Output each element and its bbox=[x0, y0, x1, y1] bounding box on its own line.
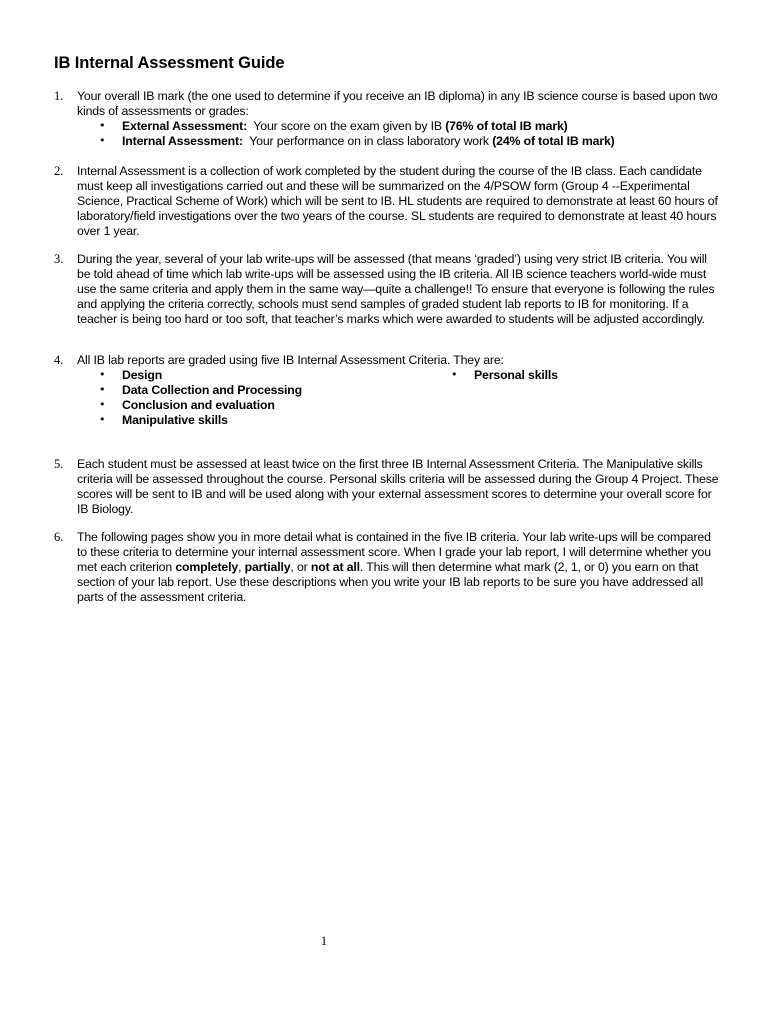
bullet-label: External Assessment: bbox=[122, 118, 248, 133]
criterion-personal-skills: • Personal skills bbox=[451, 367, 558, 382]
criteria-list bbox=[99, 368, 720, 428]
item-text: Your overall IB mark (the one used to determine if you receive an IB diploma) in any IB science course is based upon two kinds of assessments or grades: bbox=[77, 89, 718, 118]
bullet-external-assessment bbox=[99, 119, 720, 134]
item-number: 2. bbox=[54, 164, 64, 178]
criterion-design: • Design bbox=[99, 367, 163, 382]
emphasis-partially: partially bbox=[244, 559, 291, 574]
page-title: IB Internal Assessment Guide bbox=[54, 54, 285, 72]
assessment-bullet-list bbox=[99, 119, 720, 149]
list-item-6 bbox=[54, 530, 720, 605]
bullet-icon: • bbox=[451, 367, 458, 381]
item-text: Internal Assessment is a collection of work completed by the student during the course of the IB class. Each candidate must keep all investigations carried out and these will be summarized on the 4/PSOW form (Group 4 --Experimental Science, Practical Scheme of Work) which will be sent to IB. HL students are required to demonstrate at least 60 hours of laboratory/field investigations over the two years of the course. SL students are required to demonstrate at least 40 hours over 1 year. bbox=[77, 164, 718, 238]
item-text: The following pages show you in more detail what is contained in the five IB criteria. Your lab write-ups will be compared to these criteria to determine your internal assessment score. When I grade your lab report, I will determine whether you met each criterion completely, partially, or not at all. This will then determine what mark (2, 1, or 0) you earn on that section of your lab report. Use these descriptions when you write your IB lab reports to be sure you have addressed all parts of the assessment criteria. bbox=[77, 530, 711, 604]
bullet-icon: • bbox=[99, 382, 106, 396]
bullet-label: Internal Assessment: bbox=[122, 133, 243, 148]
bullet-text: Your score on the exam given by IB bbox=[247, 118, 446, 133]
list-item-4 bbox=[54, 353, 720, 428]
bullet-emphasis: (76% of total IB mark) bbox=[445, 118, 568, 133]
criteria-column-left bbox=[99, 368, 302, 428]
criterion-conclusion: • Conclusion and evaluation bbox=[99, 397, 275, 412]
emphasis-not-at-all: not at all bbox=[310, 559, 360, 574]
criterion-manipulative-skills: • Manipulative skills bbox=[99, 412, 228, 427]
criteria-column-right bbox=[451, 368, 558, 383]
bullet-icon: • bbox=[99, 412, 106, 426]
bullet-icon: • bbox=[99, 133, 106, 147]
emphasis-completely: completely bbox=[175, 559, 239, 574]
item-number: 1. bbox=[54, 89, 64, 103]
item-number: 5. bbox=[54, 457, 64, 471]
item-number: 3. bbox=[54, 252, 64, 266]
bullet-internal-assessment bbox=[99, 134, 720, 149]
list-item-5 bbox=[54, 457, 720, 517]
page-number: 1 bbox=[320, 934, 328, 948]
item-number: 4. bbox=[54, 353, 64, 367]
list-item-1 bbox=[54, 89, 720, 149]
item-number: 6. bbox=[54, 530, 64, 544]
bullet-icon: • bbox=[99, 367, 106, 381]
bullet-icon: • bbox=[99, 397, 106, 411]
item-text: During the year, several of your lab write-ups will be assessed (that means ‘graded’) using very strict IB criteria. You will be told ahead of time which lab write-ups will be assessed using the IB criteria. All IB science teachers world-wide must use the same criteria and apply them in the same way—quite a challenge!! To ensure that everyone is following the rules and applying the criteria correctly, schools must send samples of graded student lab reports to IB for monitoring. If a teacher is being too hard or too soft, that teacher’s marks which were awarded to students will be adjusted accordingly. bbox=[77, 252, 715, 326]
bullet-emphasis: (24% of total IB mark) bbox=[492, 133, 615, 148]
bullet-icon: • bbox=[99, 118, 106, 132]
list-item-3 bbox=[54, 252, 720, 327]
bullet-text: Your performance on in class laboratory work bbox=[242, 133, 493, 148]
item-text: Each student must be assessed at least twice on the first three IB Internal Assessment Criteria. The Manipulative skills criteria will be assessed throughout the course. Personal skills criteria will be assessed during the Group 4 Project. These scores will be sent to IB and will be used along with your external assessment scores to determine your overall score for IB Biology. bbox=[77, 457, 719, 516]
criterion-data-collection: • Data Collection and Processing bbox=[99, 382, 302, 397]
list-item-2 bbox=[54, 164, 720, 239]
item-text: All IB lab reports are graded using five IB Internal Assessment Criteria. They are: bbox=[77, 353, 504, 367]
